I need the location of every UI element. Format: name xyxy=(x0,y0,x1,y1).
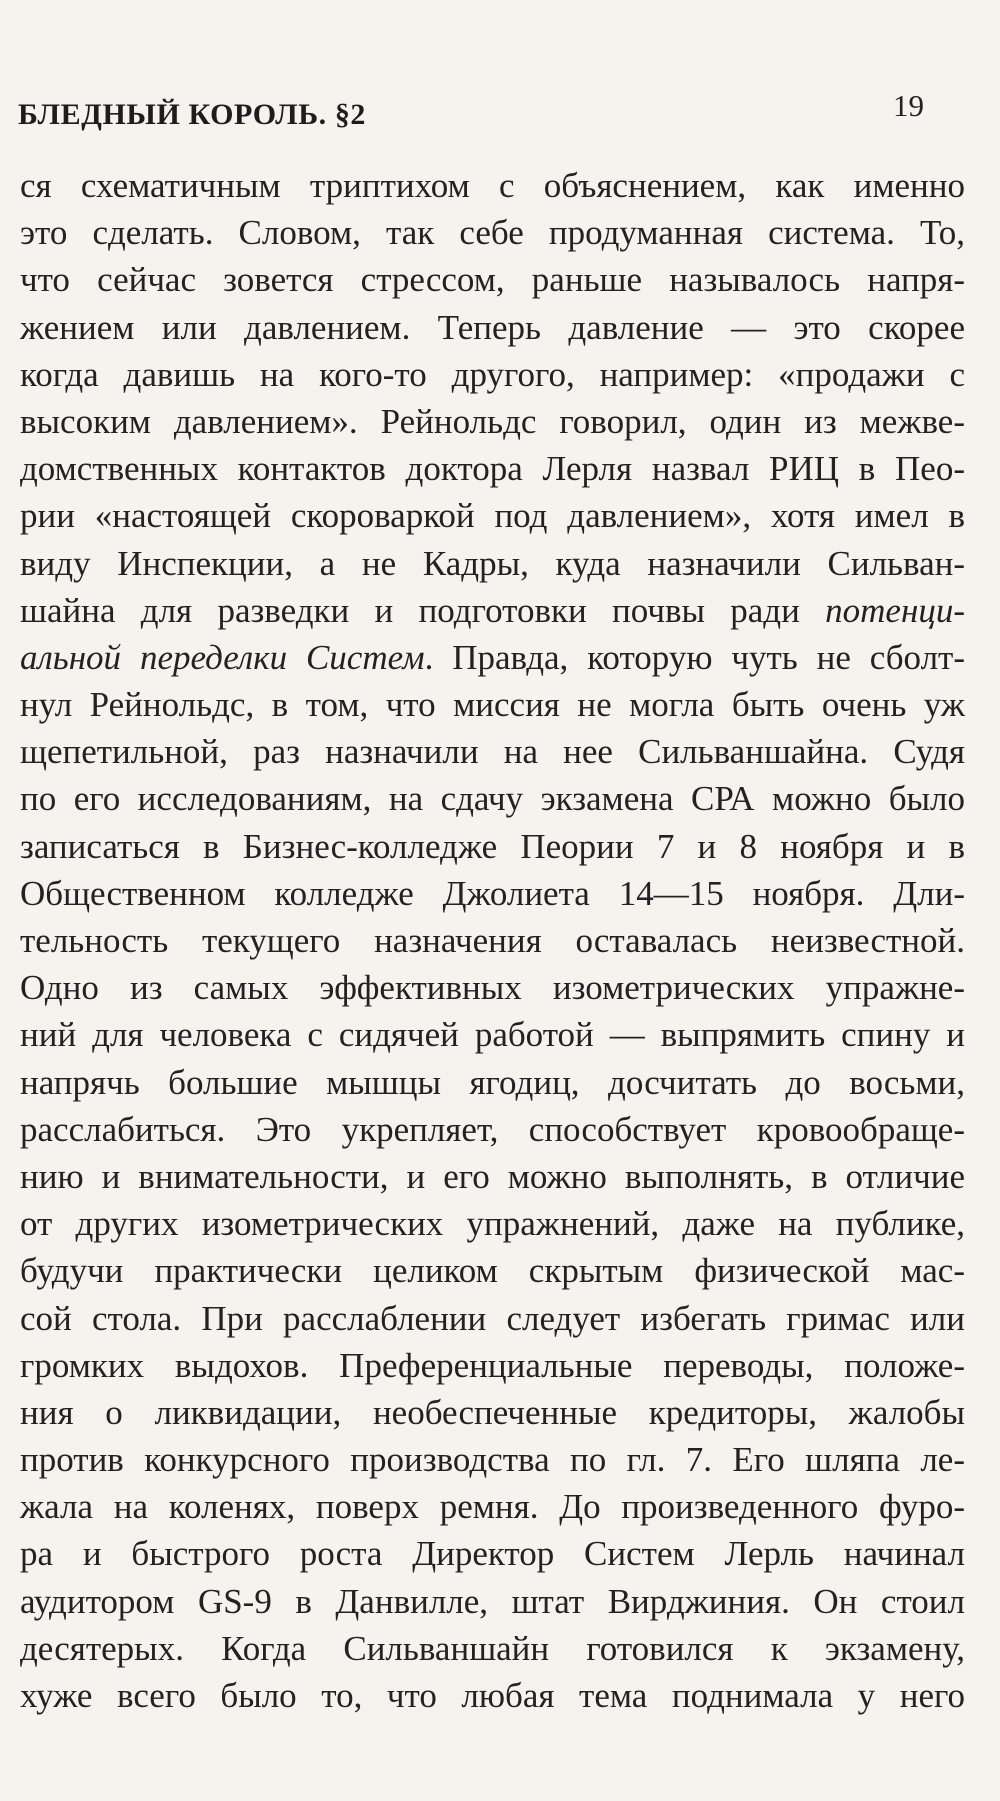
text-line: аудитором GS-9 в Данвилле, штат Вирджиния. Он стоил xyxy=(20,1581,965,1621)
text-line: что сейчас зовется стрессом, раньше называлось напря- xyxy=(20,260,965,300)
text-line: домственных контактов доктора Лерля назвал РИЦ в Пео- xyxy=(20,449,965,489)
page-number: 19 xyxy=(893,88,924,123)
text-line: шайна для разведки и подготовки почвы ради потенци- xyxy=(20,590,965,630)
running-title: БЛЕДНЫЙ КОРОЛЬ. §2 xyxy=(18,98,367,131)
text-line: десятерых. Когда Сильваншайн готовился к экзамену, xyxy=(20,1628,965,1668)
text-line: ра и быстрого роста Директор Систем Лерль начинал xyxy=(20,1534,965,1574)
text-line: виду Инспекции, а не Кадры, куда назначили Сильван- xyxy=(20,543,965,583)
italic-phrase: альной переделки Систем xyxy=(20,637,425,677)
text-line: записаться в Бизнес-колледже Пеории 7 и 8 ноября и в xyxy=(20,826,965,866)
text-line: жала на коленях, поверх ремня. До произведенного фуро- xyxy=(20,1487,965,1527)
text-line: от других изометрических упражнений, даже на публике, xyxy=(20,1204,965,1244)
text-line: тельность текущего назначения оставалась неизвестной. xyxy=(20,921,965,960)
text-line: альной переделки Систем. Правда, которую чуть не сболт- xyxy=(20,637,965,677)
text-line: сой стола. При расслаблении следует избегать гримас или xyxy=(20,1298,965,1338)
body-text xyxy=(20,162,965,1719)
italic-phrase: потенци- xyxy=(825,590,965,630)
text-line: против конкурсного производства по гл. 7. Его шляпа ле- xyxy=(20,1440,965,1480)
text-line: громких выдохов. Преференциальные переводы, положе- xyxy=(20,1345,965,1385)
text-line: жением или давлением. Теперь давление — это скорее xyxy=(20,307,965,347)
text-line: расслабиться. Это укрепляет, способствует кровообраще- xyxy=(20,1109,965,1149)
text-line: щепетильной, раз назначили на нее Сильваншайна. Судя xyxy=(20,732,965,772)
text-line: нию и внимательности, и его можно выполнять, в отличие xyxy=(20,1156,965,1196)
text-line: когда давишь на кого-то другого, например: «продажи с xyxy=(20,354,965,394)
text-line: Общественном колледже Джолиета 14—15 ноября. Дли- xyxy=(20,873,965,913)
text-line: хуже всего было то, что любая тема поднимала у него xyxy=(20,1676,965,1715)
text-line: это сделать. Словом, так себе продуманная система. То, xyxy=(20,213,965,253)
text-line: ния о ликвидации, необеспеченные кредиторы, жалобы xyxy=(20,1392,965,1432)
text-line: по его исследованиям, на сдачу экзамена СРА можно было xyxy=(20,779,965,819)
text-line: ний для человека с сидячей работой — выпрямить спину и xyxy=(20,1015,965,1055)
text-line: нул Рейнольдс, в том, что миссия не могла быть очень уж xyxy=(20,685,965,725)
text-line: будучи практически целиком скрытым физической мас- xyxy=(20,1251,965,1291)
text-line: высоким давлением». Рейнольдс говорил, один из межве- xyxy=(20,401,965,441)
text-line: ся схематичным триптихом с объяснением, как именно xyxy=(20,166,965,205)
text-line: рии «настоящей скороваркой под давлением», хотя имел в xyxy=(20,496,965,536)
text-line: напрячь большие мышцы ягодиц, досчитать до восьми, xyxy=(20,1062,965,1102)
text-line: Одно из самых эффективных изометрических упражне- xyxy=(20,968,965,1008)
